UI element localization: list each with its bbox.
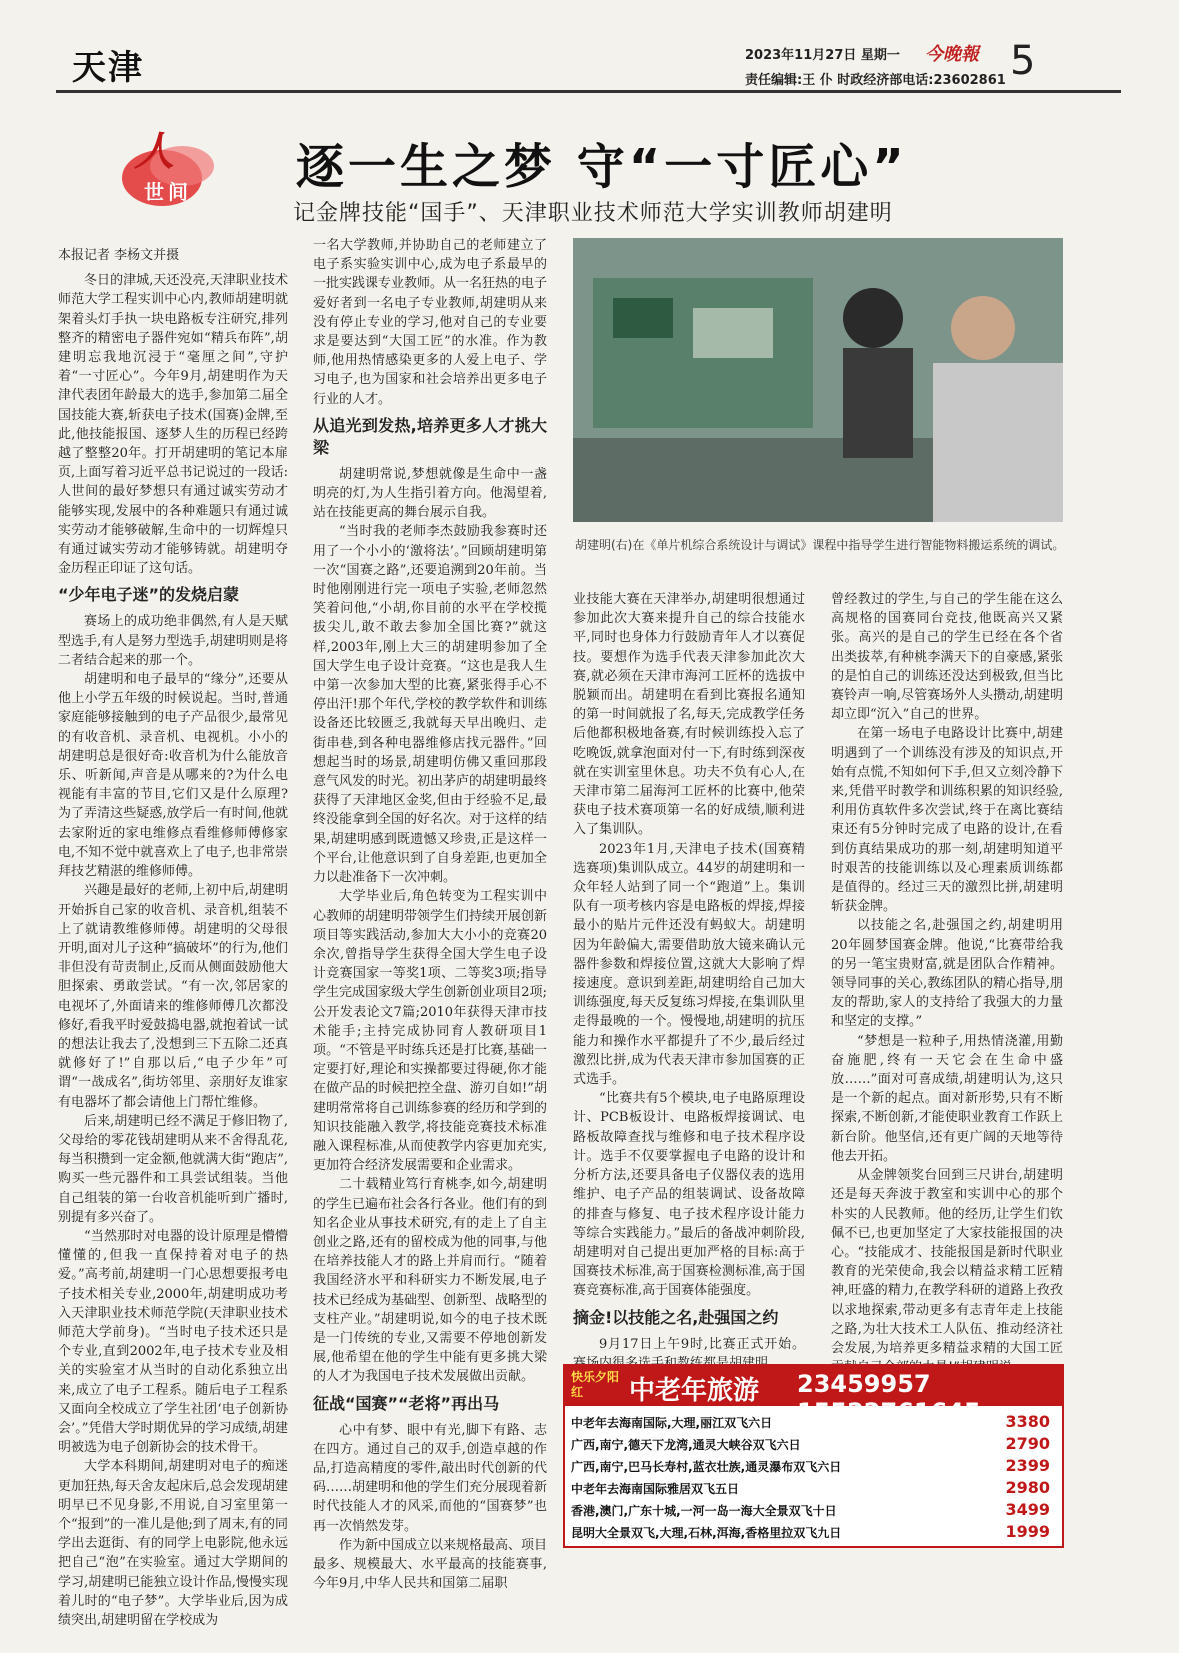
- article-column-2: [313, 236, 547, 1593]
- ad-price: 1999: [1005, 1522, 1050, 1541]
- paragraph: 从金牌领奖台回到三尺讲台,胡建明还是每天奔波于教室和实训中心的那个朴实的人民教师。他的经历,让学生们钦佩不已,也更加坚定了大家技能报国的决心。“技能成才、技能报国是新时代职业教育的光荣使命,我会以精益求精工匠精神,旺盛的精力,在教学科研的道路上孜孜以求地探索,带动更多有志青年走上技能之路,为壮大技术工人队伍、推动经济社会发展,为培养更多精益求精的大国工匠: [831, 1168, 1063, 1356]
- logo-char-ren: 人: [134, 128, 174, 175]
- ad-brand: 快乐夕阳红: [571, 1370, 620, 1399]
- ad-route: 中老年去海南国际雅居双飞五日: [571, 1482, 740, 1496]
- paragraph: “当时我的老师李杰鼓励我参赛时还用了一个小小的‘激将法’。”回顾胡建明第一次“国赛之路”,还要追溯到20年前。当时他刚刚进行完一项电子实验,老师忽然笑着问他,“小胡,你目前的水平在学校揽拔尖儿,敢不敢去参加全国比赛?”就这样,2003年,刚上大三的胡建明参加了全国大学生电子设计竞赛。“这也是我人生中第一次参加大型的比赛,紧张得手心不停出汗!那个年代,学校的教学软件和训练设备还比较匮乏,我就每天早出晚归、走街串巷,到各种电器维修店找元器件。”回想起当时的场景,胡建明仿佛又重回那段意气风发的时光。初出茅庐的胡建明最终获得了天津地区金奖,但由于经验不足,最终没能拿到全国的好名次。对于这样的结果,胡建明感到既遗憾又珍贵,正是这样一个平台,让他意识到了自身差距,也更加全力以赴准备下一次冲刺。: [313, 524, 548, 886]
- subheadline: 记金牌技能“国手”、天津职业技术师范大学实训教师胡建明: [293, 201, 893, 226]
- ad-route: 中老年去海南国际,大理,丽江双飞六日: [571, 1416, 773, 1430]
- ad-title: 中老年旅游: [629, 1376, 760, 1406]
- ad-route: 广西,南宁,巴马长寿村,蓝衣壮族,通灵瀑布双飞六日: [571, 1460, 842, 1474]
- editor-line: 责任编辑:王 仆 时政经济部电话:23602861: [745, 73, 1006, 88]
- paragraph: 心中有梦、眼中有光,脚下有路、志在四方。通过自己的双手,创造卓越的作品,打造高精度的零件,敲出时代创新的代码……胡建明和他的学生们充分展现着新时代技能人才的风采,而他的“国赛梦”也再一次悄然发芽。: [313, 1422, 548, 1534]
- article-column-4: [831, 590, 1063, 1377]
- paragraph: 大学毕业后,角色转变为工程实训中心教师的胡建明带领学生们持续开展创新项目等实践活动,参加大大小小的竞赛20余次,曾指导学生获得全国大学生电子设计竞赛国家一等奖1项、二等奖3项;指导学生完成国家级大学生创新创业项目2项;公开发表论文7篇;2010年获得天津市技术能手;主持完成协同育人教研项目1项。“不管是平时练兵还是打比赛,基础一定要打好,理论和实操都要过得硬,你才能在做产品的时候把控全盘、游刃自如!”胡建明常常将自己训练参赛的经历和学到的知识技能融入教学,将技能竞赛技术标准融入课程标准,从而使教学内容更加充实,更加符合经济发展需要和企业需求。: [313, 889, 548, 1174]
- paragraph: “梦想是一粒种子,用热情浇灌,用勤奋施肥,终有一天它会在生命中盛放……”面对可喜成绩,胡建明认为,这只是一个新的起点。面对新形势,只有不断探索,不断创新,才能使职业教育工作跃上新台阶。他坚信,还有更广阔的天地等待他去开拓。: [831, 1033, 1063, 1164]
- ad-price: 2790: [1005, 1434, 1050, 1453]
- paragraph: 胡建明常说,梦想就像是生命中一盏明亮的灯,为人生指引着方向。他渴望着,站在技能更高的舞台展示自我。: [313, 466, 547, 521]
- paragraph: 曾经教过的学生,与自己的学生能在这么高规格的国赛同台竞技,他既高兴又紧张。高兴的是自己的学生已经在各个省出类拔萃,有种桃李满天下的自豪感,紧张的是怕自己的训练还没达到极致,但当比赛铃声一响,尽管赛场外人头攒动,胡建明却立即“沉入”自己的世界。: [831, 592, 1063, 723]
- paragraph: 9月17日上午9时,比赛正式开始。: [599, 1336, 805, 1352]
- section-heading: “少年电子迷”的发烧启蒙: [58, 585, 240, 605]
- section-heading: 从追光到发热,培养更多人才挑大梁: [313, 415, 547, 457]
- article-column-3: [573, 590, 805, 1373]
- section-title: 天津: [72, 48, 144, 88]
- paragraph: 作为新中国成立以来规格最高、项目最多、规模最大、水平最高的技能赛事,今年9月,中华人民共和国第二届职: [313, 1537, 548, 1592]
- paragraph: “比赛共有5个模块,电子电路原理设计、PCB板设计、电路板焊接调试、电路板故障查找与维修和电子技术程序设计。选手不仅要掌握电子电路的设计和分析方法,还要具备电子仪器仪表的选用维护、电子产品的组装调试、设备故障的排查与修复、电子技术程序设计能力等综合实践能力。”最后的备战冲刺阶段,胡建明对自己提出更加严格的目标:高于国赛技术标准,高于国赛检测标准,高于国赛竞赛标准,高于国赛体能强度。: [573, 1091, 805, 1299]
- paragraph: 赛场上的成功绝非偶然,有人是天赋型选手,有人是努力型选手,胡建明则是将二者结合起来的那一个。: [58, 614, 288, 668]
- paragraph: 胡建明和电子最早的“缘分”,还要从他上小学五年级的时候说起。当时,普通家庭能够接触到的电子产品很少,最常见的有收音机、录音机、电视机。小小的胡建明总是很好奇:收音机为什么能放音乐、听新闻,声音是从哪来的?为什么电视能有丰富的节目,它们又是什么原理?为了弄清这些疑惑,放学后一有时间,他就去家附近的家电维修点看维修师傅修家电,不知不觉中就喜欢上了电子,也非常崇拜技艺精湛的维修师傅。: [58, 672, 288, 880]
- paragraph: 业技能大赛在天津举办,胡建明很想通过参加此次大赛来提升自己的综合技能水平,同时也身体力行鼓励青年人才以赛促技。要想作为选手代表天津参加此次大赛,就必须在天津市海河工匠杯的选拔中脱颖而出。胡建明在看到比赛报名通知的第一时间就报了名,每天,完成教学任务后他都积极地备赛,有时候训练投入忘了吃晚饭,就拿泡面对付一下,有时练到深夜就在实训室里休息。功夫不负有心人,在天津市第二届海河工匠杯的比赛中,他荣获电子技术赛项第一名的好成绩,顺利进入了集训队。: [573, 592, 805, 838]
- ad-price: 3499: [1005, 1500, 1050, 1519]
- byline: 本报记者 李杨文并摄: [58, 248, 180, 263]
- section-heading: 征战“国赛”“老将”再出马: [313, 1393, 500, 1413]
- ad-price: 3380: [1005, 1412, 1050, 1431]
- article-column-1: [58, 246, 288, 1630]
- paragraph: “当然那时对电器的设计原理是懵懵懂懂的,但我一直保持着对电子的热爱。”高考前,胡建明一门心思想要报考电子技术相关专业,2000年,胡建明成功考入天津职业技术师范学院(天津职业技术师范大学前身)。“当时电子技术还只是个专业,直到2002年,电子技术专业及相关的实验室才从当时的自动化系独立出来,成立了电子工程系。随后电子工程系又面向全校成立了学生社团‘电子创新协会’。”凭借大学时期优异的学习成绩,胡建明被选为电子创新协会的技术骨干。: [58, 1228, 288, 1456]
- column-logo: [110, 126, 230, 216]
- travel-advertisement: [563, 1364, 1064, 1548]
- paragraph: 大学本科期间,胡建明对电子的痴迷更加狂热,每天舍友起床后,总会发现胡建明早已不见身影,不用说,自习室里第一个“报到”的一准儿是他;到了周末,有的同学出去逛街、有的同学上电影院,他永远把自己“泡”在实验室。通过大学期间的学习,胡建明已能独立设计作品,慢慢实现着儿时的“电子梦”。大学毕业后,因为成绩突出,胡建明留在学校成为: [58, 1459, 288, 1629]
- newspaper-name: 今晚報: [925, 44, 979, 65]
- ad-phones: 23459957 15522761645: [797, 1370, 981, 1426]
- paragraph: 2023年1月,天津电子技术(国赛精选赛项)集训队成立。44岁的胡建明和一众年轻人站到了同一个“跑道”上。集训队有一项考核内容是电路板的焊接,焊接最小的贴片元件还没有蚂蚁大。胡建明因为年龄偏大,需要借助放大镜来确认元器件参数和焊接位置,这就大大影响了焊接速度。意识到差距,胡建明给自己加大训练强度,每天反复练习焊接,在集训队里走得最晚的一个。慢慢地,胡建明的抗压能力和操作水平都提升了不少,最后经过激烈比拼,成为代表天津市参加国赛的正式选手。: [573, 841, 805, 1088]
- masthead-rule: [56, 90, 1121, 93]
- paragraph: 以技能之名,赴强国之约,胡建明用20年圆梦国赛金牌。他说,“比赛带给我的另一笔宝贵财富,就是团队合作精神。领导同事的关心,教练团队的精心指导,朋友的帮助,家人的支持给了我强大的力量和坚定的支撑。”: [831, 918, 1063, 1030]
- paragraph: 二十载精业笃行育桃李,如今,胡建明的学生已遍布社会各行各业。他们有的到知名企业从事技术研究,有的走上了自主创业之路,还有的留校成为他的同事,与他在培养技能人才的路上并肩而行。“随着我国经济水平和科研实力不断发展,电子技术已经成为基础型、创新型、战略型的支柱产业。”胡建明说,如今的电子技术既是一门传统的专业,又需要不停地创新发展,他希望在他的学生中能有更多挑大梁的人才为我国电子技术发展做出贡献。: [313, 1177, 548, 1385]
- photo-caption: 胡建明(右)在《单片机综合系统设计与调试》课程中指导学生进行智能物料搬运系统的调试。: [575, 538, 1065, 552]
- ad-route: 昆明大全景双飞,大理,石林,洱海,香格里拉双飞九日: [571, 1526, 842, 1540]
- issue-date: 2023年11月27日 星期一: [745, 48, 900, 63]
- article-photo: [573, 238, 1063, 522]
- paragraph: 兴趣是最好的老师,上初中后,胡建明开始拆自己家的收音机、录音机,组装不上了就请教维修师傅。胡建明的父母很开明,面对儿子这种“搞破坏”的行为,他们非但没有苛责制止,反而从侧面鼓励他大胆探索、勇敢尝试。“有一次,邻居家的电视坏了,外面请来的维修师傅几次都没修好,看我平时爱鼓捣电器,就抱着试一试的想法让我去了,没想到三下五除二还真就修好了!”自那以后,“电子少年”可谓“一战成名”,街坊邻里、亲朋好友谁家有电器坏了都会请他上门帮忙维修。: [58, 883, 288, 1110]
- lab-photo-icon: [573, 238, 1063, 522]
- paragraph: 后来,胡建明已经不满足于修旧物了,父母给的零花钱胡建明从来不舍得乱花,每当积攒到一定金额,他就满大街“跑店”,购买一些元器件和工具尝试组装。当他自己组装的第一台收音机能听到广播时,别提有多兴奋了。: [58, 1113, 288, 1225]
- page-number: 5: [1010, 38, 1036, 84]
- ad-route: 香港,澳门,广东十城,一河一岛一海大全景双飞十日: [571, 1504, 837, 1518]
- headline: 逐一生之梦 守“一寸匠心”: [296, 139, 908, 195]
- section-heading: 摘金!以技能之名,赴强国之约: [573, 1307, 779, 1327]
- ad-price: 2980: [1005, 1478, 1050, 1497]
- ad-route: 广西,南宁,德天下龙湾,通灵大峡谷双飞六日: [571, 1438, 801, 1452]
- paragraph: 在第一场电子电路设计比赛中,胡建明遇到了一个训练没有涉及的知识点,开始有点慌,不知如何下手,但又立刻冷静下来,凭借平时教学和训练积累的知识经验,利用仿真软件多次尝试,终于在离比赛结束还有5分钟时完成了电路的设计,在看到仿真结果成功的那一刻,胡建明知道平时艰苦的技能训练以及心理素质训练都是值得的。经过三天的激烈比拼,胡建明斩获金牌。: [831, 726, 1063, 915]
- logo-char-shijian: 世间: [144, 180, 192, 204]
- paragraph: 一名大学教师,并协助自己的老师建立了电子系实验实训中心,成为电子系最早的一批实践课专业教师。从一名狂热的电子爱好者到一名电子专业教师,胡建明从来没有停止专业的学习,他对自己的专业要求是要达到“大国工匠”的水准。作为教师,他用热情感染更多的人爱上电子、学习电子,也为国家和社会培养出更多电子行业的人才。: [313, 238, 548, 407]
- paragraph: 冬日的津城,天还没亮,天津职业技术师范大学工程实训中心内,教师胡建明就架着头灯手执一块电路板专注研究,排列整齐的精密电子器件宛如“精兵布阵”,胡建明忘我地沉浸于“毫厘之间”,守护着“一寸匠心”。今年9月,胡建明作为天津代表团年龄最大的选手,参加第二届全国技能大赛,斩获电子技术(国赛)金牌,至此,他技能报国、逐梦人生的历程已经跨越了整整20年。打开胡建明的笔记本扉页,上面写着习近平总书记说过的一段话:人世间的最好梦想只有通过诚实劳动才能够实现,发展中的各种难题只有通过诚实劳动才能够破解,生命中的一切辉煌只有通过诚实劳动才能够铸就。胡建明夺金历程正印证了这句话。: [58, 273, 288, 577]
- ad-price: 2399: [1005, 1456, 1050, 1475]
